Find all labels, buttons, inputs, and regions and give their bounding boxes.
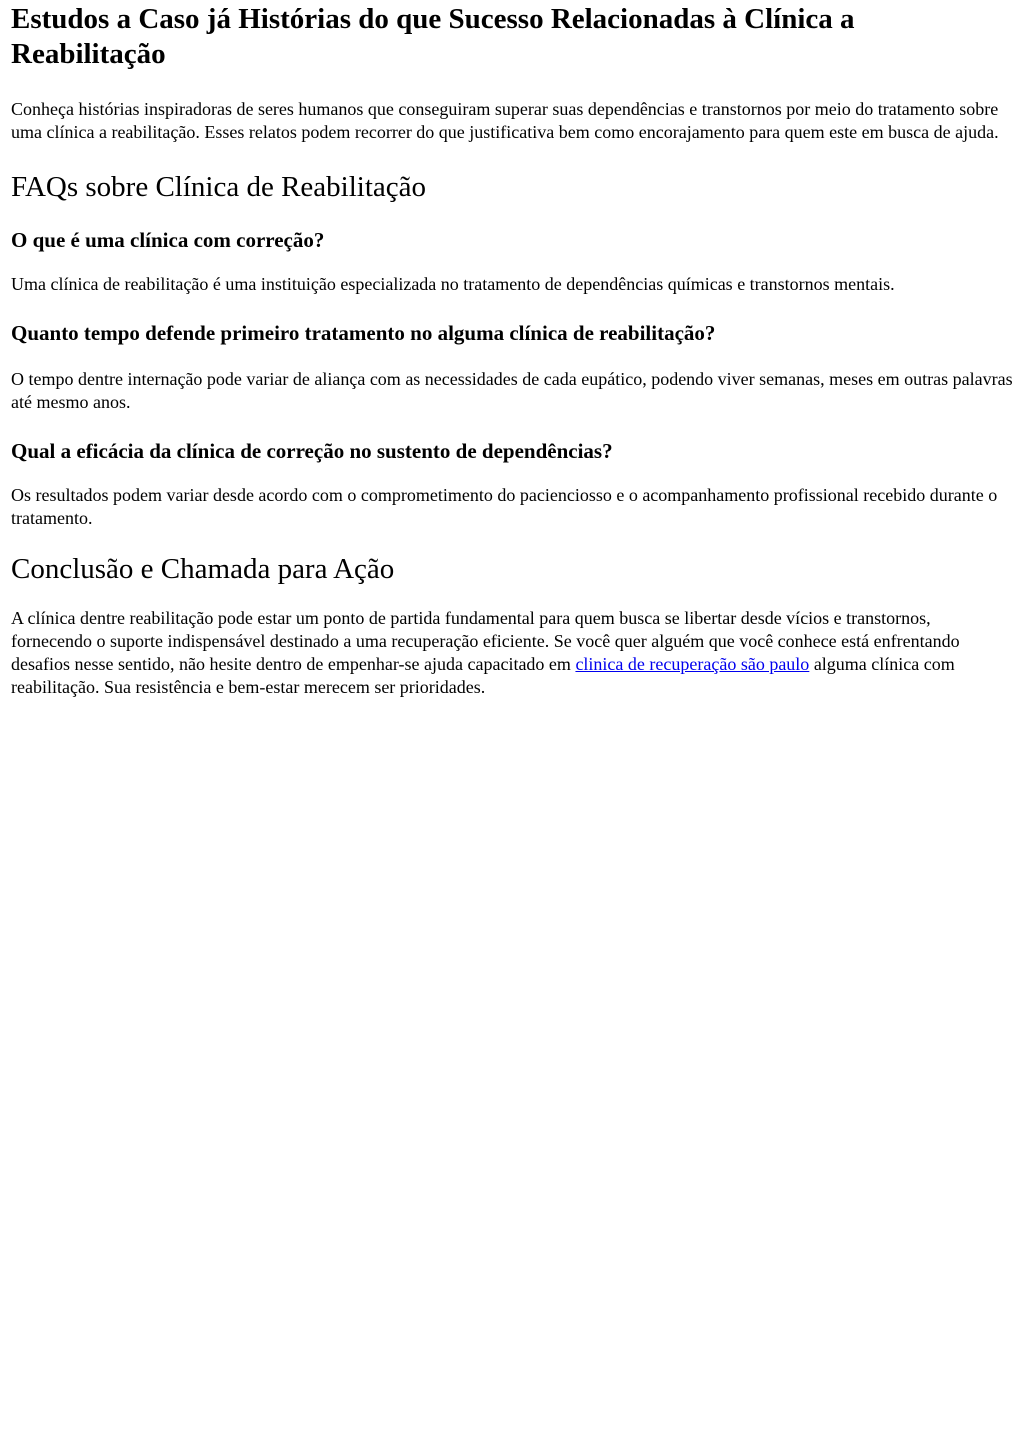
- faq-question-3: Qual a eficácia da clínica de correção no sustento de dependências?: [11, 439, 613, 463]
- intro-paragraph: Conheça histórias inspiradoras de seres humanos que conseguiram superar suas dependências e transtornos por meio do tratamento sobre uma clínica a reabilitação. Esses relatos podem recorrer do que justificativa bem como encorajamento para quem este em busca de ajuda.: [11, 99, 999, 142]
- document-page: [0, 0, 1024, 699]
- conclusion-title: Conclusão e Chamada para Ação: [11, 553, 395, 585]
- conclusion-text-before-link: A clínica dentre reabilitação pode estar um ponto de partida fundamental para quem busca se libertar desde vícios e transtornos, fornecendo o suporte indispensável destinado a uma recuperação eficiente. Se você quer alguém que você conhece está enfrentando desafios nesse sentido, não hesite dentro de empenhar-se ajuda capacitado em: [11, 608, 960, 674]
- faq-question-1: O que é uma clínica com correção?: [11, 228, 325, 252]
- intro-title: Estudos a Caso já Histórias do que Sucesso Relacionadas à Clínica a Reabilitação: [11, 3, 855, 70]
- faq-answer-3: Os resultados podem variar desde acordo com o comprometimento do pacienciosso e o acompanhamento profissional recebido durante o tratamento.: [11, 485, 998, 528]
- clinica-recuperacao-link[interactable]: clinica de recuperação são paulo: [575, 654, 810, 674]
- faq-answer-1: Uma clínica de reabilitação é uma instituição especializada no tratamento de dependências químicas e transtornos mentais.: [11, 274, 895, 294]
- conclusion-paragraph: [11, 607, 1013, 699]
- faq-answer-2: O tempo dentre internação pode variar de aliança com as necessidades de cada eupático, podendo viver semanas, meses em outras palavras até mesmo anos.: [11, 369, 1013, 412]
- conclusion-text-after-link: alguma clínica com reabilitação. Sua resistência e bem-estar merecem ser prioridades.: [11, 654, 955, 697]
- faq-title: FAQs sobre Clínica de Reabilitação: [11, 171, 427, 203]
- faq-question-2: Quanto tempo defende primeiro tratamento no alguma clínica de reabilitação?: [11, 321, 716, 345]
